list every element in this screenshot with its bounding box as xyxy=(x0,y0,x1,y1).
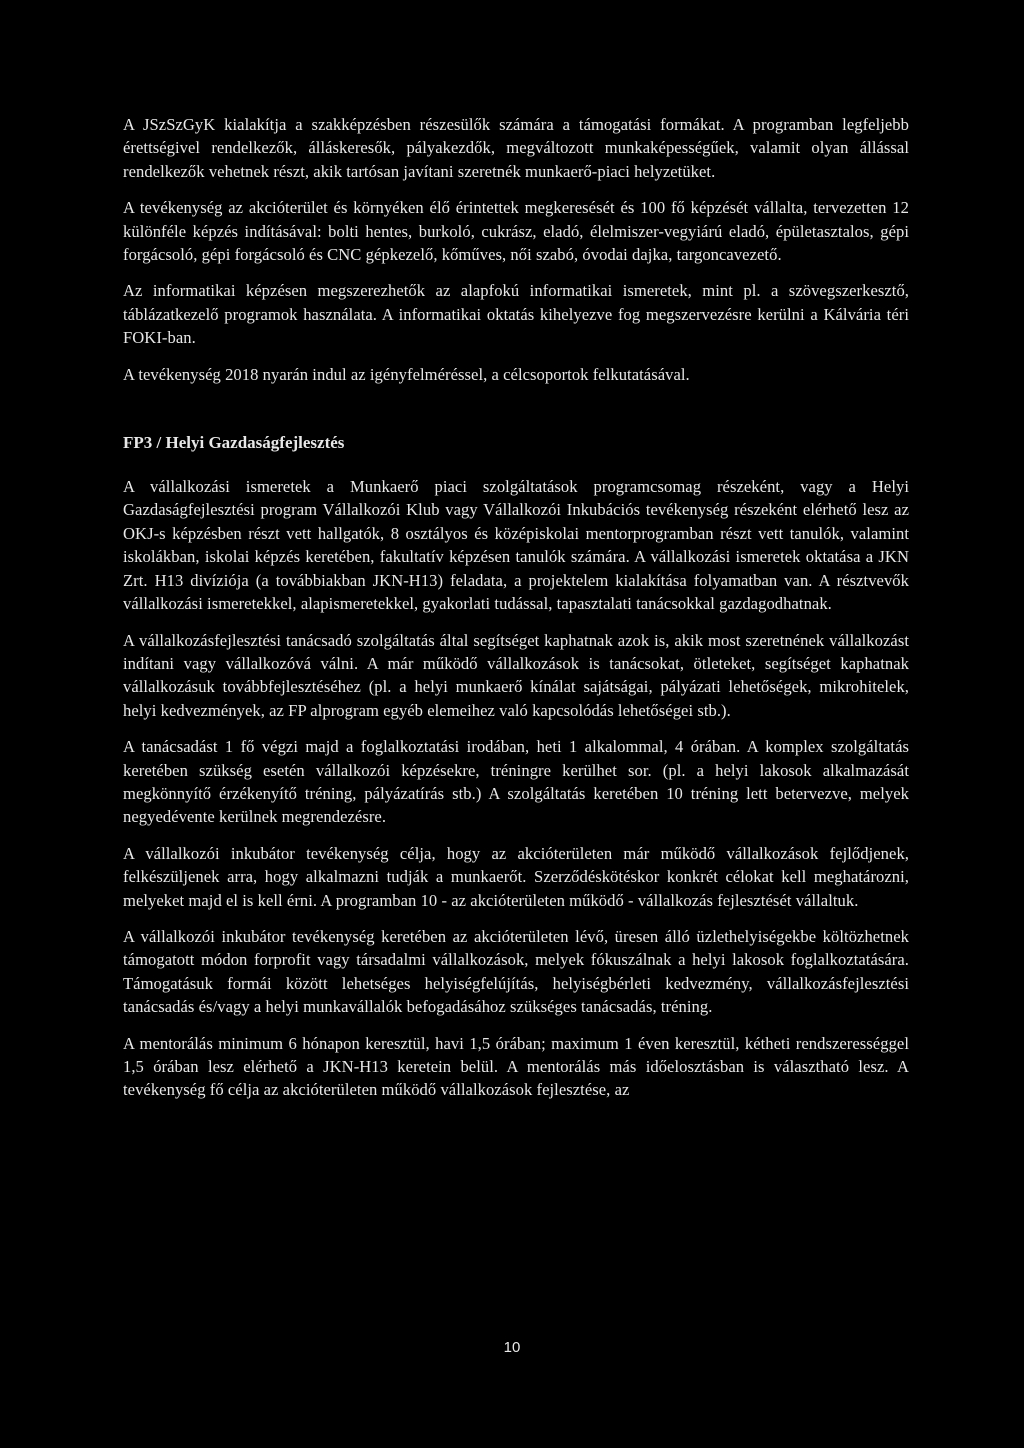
document-body xyxy=(123,113,909,1115)
paragraph-entrepreneurship: A vállalkozási ismeretek a Munkaerő piaci szolgáltatások programcsomag részeként, vagy a Helyi Gazdaságfejlesztési program Vállalkozói Klub vagy Vállalkozói Inkubációs tevékenység részeként elérhető lesz az OKJ-s képzésben részt vett hallgatók, 8 osztályos és középiskolai mentorprogramban részt vett tanulók, valamint iskolákban, iskolai képzés keretében, fakultatív képzésen tanulók számára. A vállalkozási ismeretek oktatása a JKN Zrt. H13 divíziója (a továbbiakban JKN-H13) feladata, a projektelem kialakítása folyamatban van. A résztvevők vállalkozási ismeretekkel, alapismeretekkel, gyakorlati tudással, tapasztalati tanácsokkal gazdagodhatnak. xyxy=(123,477,909,614)
paragraph-it-training: Az informatikai képzésen megszerezhetők az alapfokú informatikai ismeretek, mint pl. a szövegszerkesztő, táblázatkezelő programok használata. A informatikai oktatás kihelyezve fog megszervezésre kerülni a Kálvária téri FOKI-ban. xyxy=(123,281,909,348)
paragraph-consulting: A tanácsadást 1 fő végzi majd a foglalkoztatási irodában, heti 1 alkalommal, 4 órában. A komplex szolgáltatás keretében szükség esetén vállalkozói képzésekre, tréningre kerülhet sor. (pl. a helyi lakosok alkalmazását megkönnyítő érzékenyítő tréning, pályázatírás stb.) A szolgáltatás keretében 10 tréning lett betervezve, melyek negyedévente kerülnek megrendezésre. xyxy=(123,737,909,827)
paragraph-training-forms: A JSzSzGyK kialakítja a szakképzésben részesülők számára a támogatási formákat. A programban legfeljebb érettségivel rendelkezők, álláskeresők, pályakezdők, megváltozott munkaképességűek, valamit olyan állással rendelkezők vehetnek részt, akik tartósan javítani szeretnék munkaerő-piaci helyzetüket. xyxy=(123,115,909,181)
paragraph-incubator-goal: A vállalkozói inkubátor tevékenység célja, hogy az akcióterületen már működő vállalkozások fejlődjenek, felkészüljenek arra, hogy alkalmazni tudják a munkaerőt. Szerződéskötéskor konkrét célokat kell meghatározni, melyeket majd el is kell érni. A programban 10 - az akcióterületen működő - vállalkozás fejlesztését vállaltuk. xyxy=(123,843,909,910)
paragraph-advisory-service: A vállalkozásfejlesztési tanácsadó szolgáltatás által segítséget kaphatnak azok is, akik most szeretnének vállalkozást indítani vagy vállalkozóvá válni. A már működő vállalkozások is tanácsokat, ötleteket, segítséget kaphatnak vállalkozásuk továbbfejlesztéséhez (pl. a helyi munkaerő kínálat sajátságai, pályázati lehetőségek, mikrohitelek, helyi kedvezmények, az FP alprogram egyéb elemeihez való kapcsolódás lehetőségei stb.). xyxy=(123,630,909,720)
paragraph-incubator-premises: A vállalkozói inkubátor tevékenység keretében az akcióterületen lévő, üresen álló üzlethelyiségekbe költözhetnek támogatott módon forprofit vagy társadalmi vállalkozások, melyek fókuszálnak a helyi lakosok foglalkoztatására. Támogatásuk formái között lehetséges helyiségfelújítás, helyiségbérleti kedvezmény, vállalkozásfejlesztési tanácsadás és/vagy a helyi munkavállalók befogadásához szükséges tanácsadás, tréning. xyxy=(123,926,909,1017)
page-number: 10 xyxy=(503,1339,521,1356)
section-heading: FP3 / Helyi Gazdaságfejlesztés xyxy=(123,433,345,453)
paragraph-start-date: A tevékenység 2018 nyarán indul az igényfelméréssel, a célcsoportok felkutatásával. xyxy=(123,364,690,384)
paragraph-training-list: A tevékenység az akcióterület és környéken élő érintettek megkeresését és 100 fő képzését vállalta, tervezetten 12 különféle képzés indításával: bolti hentes, burkoló, cukrász, eladó, élelmiszer-vegyiárú eladó, épületasztalos, gépi forgácsoló, gépi forgácsoló és CNC gépkezelő, kőműves, női szabó, óvodai dajka, targoncavezető. xyxy=(123,198,909,265)
paragraph-mentoring: A mentorálás minimum 6 hónapon keresztül, havi 1,5 órában; maximum 1 éven keresztül, kétheti rendszerességgel 1,5 órában lesz elérhető a JKN-H13 keretein belül. A mentorálás más időelosztásban is választható lesz. A tevékenység fő célja az akcióterületen működő vállalkozások fejlesztése, az xyxy=(123,1033,909,1100)
